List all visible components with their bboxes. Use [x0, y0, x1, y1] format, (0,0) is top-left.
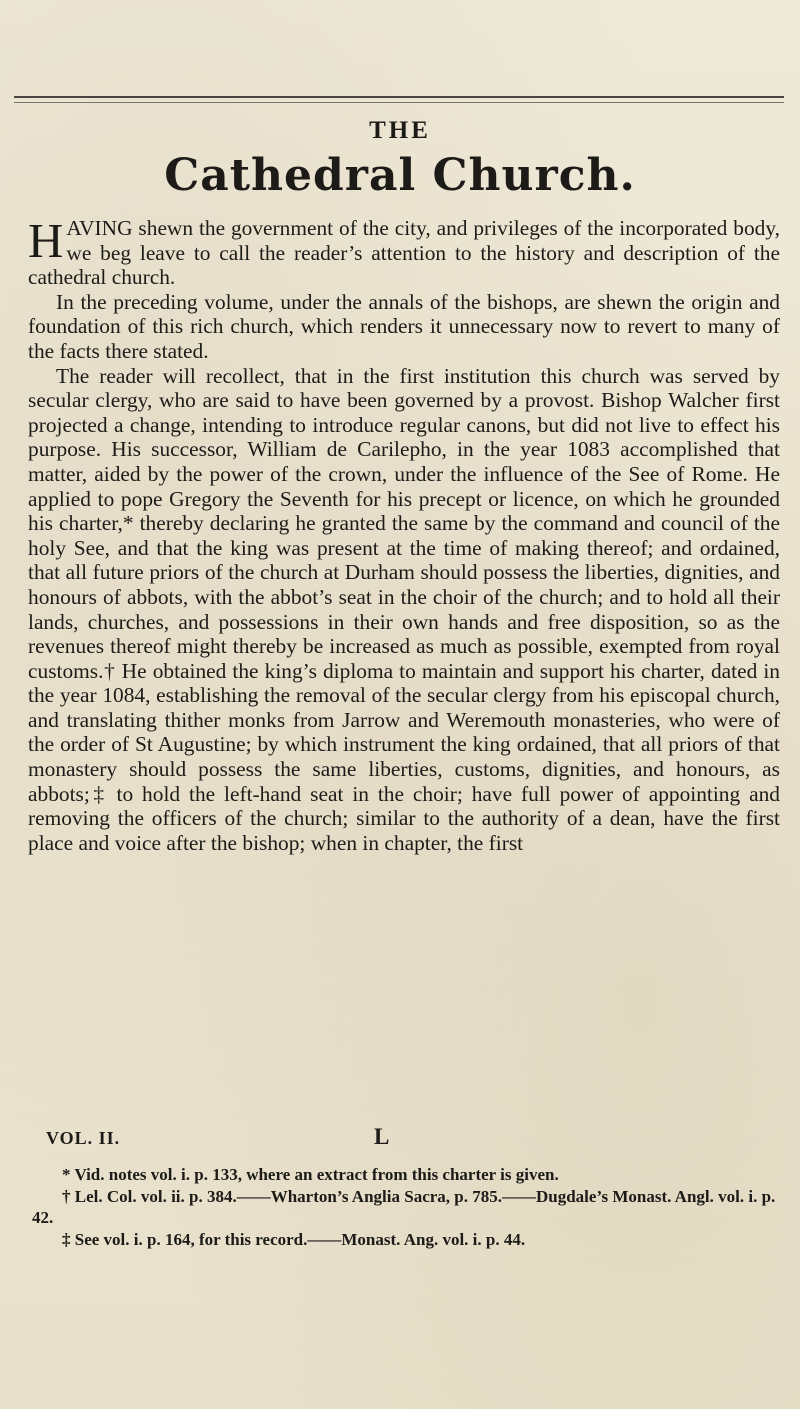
first-word: AVING	[66, 216, 133, 240]
footnote-1: * Vid. notes vol. i. p. 133, where an extract from this charter is given.	[62, 1165, 559, 1184]
top-rule	[14, 96, 784, 103]
section-label: THE	[369, 117, 431, 144]
page-title: Cathedral Church.	[164, 150, 636, 201]
paragraph-1-text: shewn the government of the city, and privileges of the incorporated body, we beg leave to call the reader’s attention to the history and description of the cathedral church.	[28, 216, 780, 290]
paragraph-2: In the preceding volume, under the annals of the bishops, are shewn the origin and foundation of this rich church, which renders it unnecessary now to revert to many of the facts there stated.	[28, 289, 780, 363]
body-text	[28, 213, 780, 855]
footnote-3: ‡ See vol. i. p. 164, for this record.——Monast. Ang. vol. i. p. 44.	[62, 1229, 526, 1249]
paragraph-3: The reader will recollect, that in the first institution this church was served by secular clergy, who are said to have been governed by a provost. Bishop Walcher first projected a change, intending to introduce regular canons, but did not live to effect his purpose. His successor, William de Carilepho, in the year 1083 accomplished that matter, aided by the power of the crown, under the influence of the See of Rome. He applied to pope Gregory the Seventh for his precept or licence, on which he grounded his charter,* thereby declaring he granted the same by the command and council of the holy See, and that the king was present at the time of making thereof; and ordained, that all future priors of the church at Durham should possess the liberties, dignities, and honours of abbots, with the abbot’s seat in the choir of the church; and to hold all their lands, churches, and possessions in their own hands and free disposition, so as the revenues thereof might thereby be increased as much as possible, exempted from royal customs.† He obtained the king’s diploma to maintain and support his charter, dated in the year 1084, establishing the removal of the secular clergy from his episcopal church, and translating thither monks from Jarrow and Weremouth monasteries, who were of the order of St Augustine; by which instrument the king ordained, that all priors of that monastery should possess the same liberties, customs, dignities, and honours, as abbots;‡ to hold the left-hand seat in the choir; have full power of appointing and removing the officers of the church; similar to the authority of a dean, have the first place and voice after the bishop; when in chapter, the first	[28, 363, 780, 855]
volume-label: VOL. II.	[46, 1128, 121, 1148]
footnotes	[32, 1164, 778, 1250]
signature-mark: L	[374, 1124, 391, 1149]
footnote-2: † Lel. Col. vol. ii. p. 384.——Wharton’s Anglia Sacra, p. 785.——Dugdale’s Monast. Angl. vol. i. p. 42.	[32, 1186, 776, 1227]
paragraph-1	[28, 213, 780, 290]
drop-cap: H	[28, 213, 64, 268]
signature-line	[46, 1124, 756, 1149]
